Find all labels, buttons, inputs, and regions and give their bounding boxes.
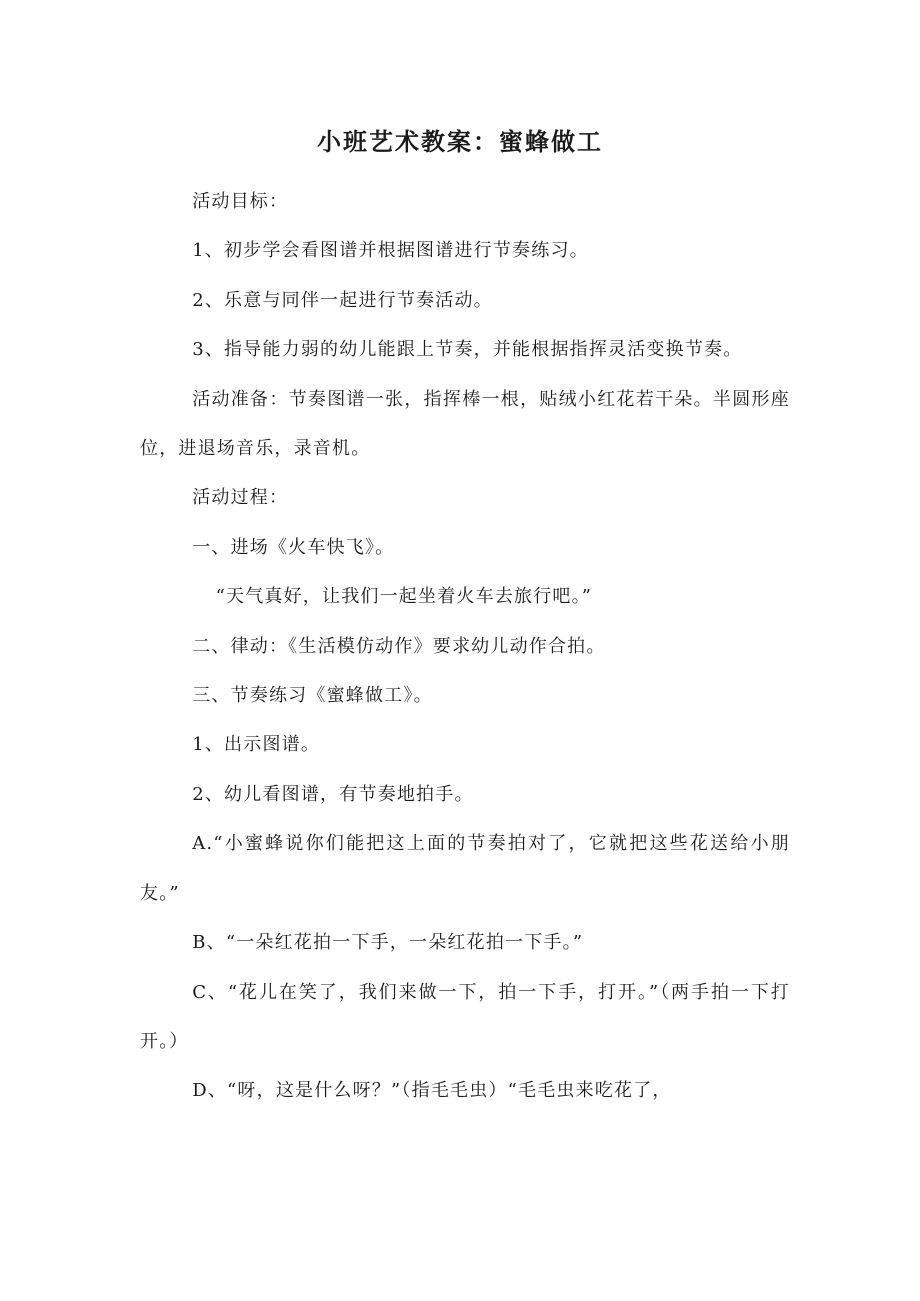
paragraph-quote-weather: “天气真好，让我们一起坐着火车去旅行吧。” [215,586,593,608]
paragraph-goal-3: 3、指导能力弱的幼儿能跟上节奏，并能根据指挥灵活变换节奏。 [192,339,743,361]
paragraph-item-d: D、“呀，这是什么呀？”（指毛毛虫）“毛毛虫来吃花了， [192,1080,672,1102]
document-title: 小班艺术教案：蜜蜂做工 [317,128,603,156]
paragraph-process-heading: 活动过程： [192,487,289,509]
paragraph-item-c: C、“花儿在笑了，我们来做一下，拍一下手，打开。”（两手拍一下打开。） [140,981,790,1052]
paragraph-goal-2: 2、乐意与同伴一起进行节奏活动。 [192,289,493,311]
paragraph-substep-2: 2、幼儿看图谱，有节奏地拍手。 [192,783,474,805]
paragraph-step-1: 一、进场《火车快飞》。 [192,536,395,558]
paragraph-goal-1: 1、初步学会看图谱并根据图谱进行节奏练习。 [192,240,589,262]
paragraph-goals-heading: 活动目标： [192,191,289,212]
paragraph-item-a: A.“小蜜蜂说你们能把这上面的节奏拍对了，它就把这些花送给小朋友。” [140,833,790,904]
paragraph-step-3: 三、节奏练习《蜜蜂做工》。 [192,685,433,707]
paragraph-step-2: 二、律动：《生活模仿动作》要求幼儿动作合拍。 [192,635,606,657]
paragraph-substep-1: 1、出示图谱。 [192,734,321,756]
paragraph-item-b: B、“一朵红花拍一下手，一朵红花拍一下手。” [192,932,584,954]
paragraph-preparation: 活动准备：节奏图谱一张，指挥棒一根，贴绒小红花若干朵。半圆形座位，进退场音乐，录音机。 [140,388,790,460]
document-body [140,177,790,1116]
